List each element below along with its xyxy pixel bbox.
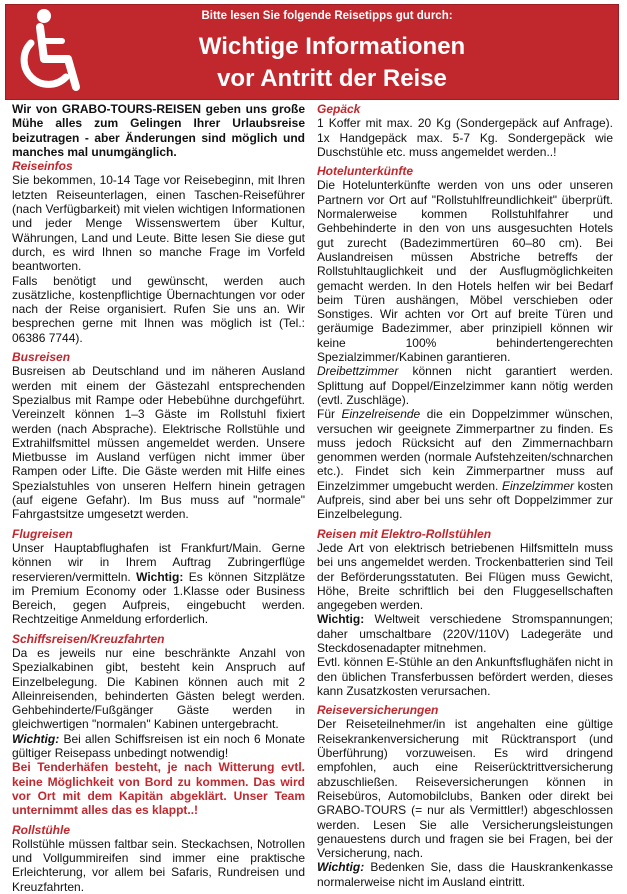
heading-rollstuehle: Rollstühle — [12, 822, 71, 837]
heading-elektro: Reisen mit Elektro-Rollstühlen — [317, 526, 492, 541]
versicherungen-text-2b: Bedenken Sie, dass die Hauskrankenkasse normalerweise nicht im Ausland eintritt. — [317, 860, 613, 889]
elektro-paragraph-1: Jede Art von elektrisch betriebenen Hilfsmitteln muss bei uns angemeldet werden. Trockenbatterien sind Teil der Beförderungsstatuten. Bei Flügen muss Gewicht, Höhe, Breite schriftlich bei den Fluggesellschaften angegeben werden. — [317, 540, 613, 613]
reiseinfos-paragraph-1: Sie bekommen, 10-14 Tage vor Reisebeginn, mit Ihren letzten Reiseunterlagen, einen Taschen-Reiseführer (nach Verfügbarkeit) mit vielen wichtigen Informationen und jeder Menge Wissenswertem über Kultur, Währungen, Land und Leute. Bitte lesen Sie diese gut durch, es wird Ihnen so manche Frage im Vorfeld beantworten. — [12, 173, 305, 274]
hotel-text-3e: kosten Aufpreis, sind aber bei uns sehr oft Doppelzimmer zur Einzelbelegung. — [317, 478, 613, 522]
busreisen-text-a: Busreisen ab Deutschland und im näheren Ausland werden mit einem der Gästezahl entsprechenden Spezialbus mit Rampe oder Hebebühne durchgeführt. Vereinzelt können 1–3 Gäste im Rollstuhl fixiert werden (nach Absprache). Elektrische Rollstühle und Extrahilfsmittel müssen angemeldet werden. Unsere Mietbusse im Ausland verfügen nicht immer über Rampen oder Lifte. Die Gäste werden mit Hilfe eines Spezialstuhles von unseren Helfern hinein getragen (auf eigene Gefahr). Im Bus muss auf — [12, 364, 305, 508]
hotel-text-3c: die ein Doppelzimmer wünschen, versuchen wir geeignete Zimmerpartner zu finden. Es muss jedoch Rücksicht auf den Zimmernachbarn genommen werden (normale Aufstehzeiten/schnarchen etc.). Findet sich kein Zimmerpartner muss auf Einzelzimmer umgebucht werden. — [317, 407, 613, 493]
title-line-2: vor Antritt der Reise — [217, 65, 447, 92]
reiseinfos-paragraph-2: Falls benötigt und gewünscht, werden auch zusätzliche, kostenpflichtige Übernachtungen vor oder nach der Reise organisiert. Rufen Sie uns an. Wir besprechen gerne mit Ihnen was möglich ist (Tel.: 06386 7744). — [12, 273, 305, 345]
busreisen-paragraph — [12, 364, 305, 521]
right-column — [317, 102, 613, 889]
heading-gepaeck: Gepäck — [317, 102, 361, 116]
page-title — [6, 31, 618, 95]
heading-flugreisen: Flugreisen — [12, 526, 73, 541]
schiffsreisen-warning: Bei Tenderhäfen besteht, je nach Witterung evtl. keine Möglichkeit von Bord zu kommen. Das wird vor Ort mit dem Kapitän abgeklärt. Unser Team unternimmt alles das es klappt..! — [12, 760, 305, 818]
schiffsreisen-wichtig: Wichtig: — [12, 731, 60, 746]
busreisen-text-c: Fahrgastsitze umgesetzt werden. — [12, 507, 189, 522]
intro-text: Wir von GRABO-TOURS-REISEN geben uns große Mühe alles zum Gelingen Ihrer Urlaubsreise beizutragen - aber Änderungen sind möglich und manches mal unumgänglich. — [12, 102, 305, 159]
hotel-text-2b: können nicht garantiert werden. Splittung auf Doppel/Einzelzimmer kann nötig werden (evtl. Zuschläge). — [317, 364, 613, 407]
elektro-wichtig: Wichtig: — [317, 612, 365, 627]
title-line-1: Wichtige Informationen — [198, 33, 466, 60]
flugreisen-text-a: Unser Hauptabflughafen ist Frankfurt/Main. Gerne können wir in Ihrem Auftrag Zubringerflüge reservieren/vermitteln. — [12, 540, 305, 584]
heading-hotel: Hotelunterkünfte — [317, 164, 413, 179]
heading-schiffsreisen: Schiffsreisen/Kreuzfahrten — [12, 631, 165, 646]
header-banner — [5, 4, 619, 100]
hotel-dreibettzimmer: Dreibettzimmer — [317, 364, 399, 379]
busreisen-text-b: "normale" — [253, 493, 305, 508]
elektro-paragraph-2 — [317, 612, 613, 655]
hotel-einzelreisende: Einzelreisende — [341, 407, 421, 422]
versicherungen-wichtig: Wichtig: — [317, 860, 365, 875]
heading-busreisen: Busreisen — [12, 350, 71, 365]
flugreisen-text-c: Es können Sitzplätze im Premium Economy oder 1.Klasse oder Business Bereich, gegen Aufpreis, eingebucht werden. Rechtzeitige Anmeldung erforderlich. — [12, 569, 305, 627]
left-column — [12, 102, 305, 894]
elektro-paragraph-3: Evtl. können E-Stühle an den Ankunftsflughäfen nicht in den üblichen Transferbussen befördert werden, dieses kann Zusatzkosten verursachen. — [317, 655, 613, 698]
gepaeck-paragraph: 1 Koffer mit max. 20 Kg (Sondergepäck auf Anfrage). 1x Handgepäck max. 5-7 Kg. Sondergepäck wie Duschstühle etc. muss angemeldet werden..! — [317, 116, 613, 159]
schiffsreisen-paragraph-1: Da es jeweils nur eine beschränkte Anzahl von Spezialkabinen gibt, besteht kein Anspruch auf Einzelbelegung. Die Kabinen können auch mit 2 Alleinreisenden, behinderten Gästen belegt werden. Gehbehinderte/Fußgänger Gäste werden in gleichwertigen "normalen" Kabinen untergebracht. — [12, 645, 305, 732]
heading-versicherungen: Reiseversicherungen — [317, 703, 439, 718]
elektro-text-2b: Weltweit verschiedene Stromspannungen; daher umschaltbare (220V/110V) Ladegeräte und Steckdosenadapter mitnehmen. — [317, 612, 613, 655]
rollstuehle-paragraph: Rollstühle müssen faltbar sein. Steckachsen, Notrollen und Vollgummireifen sind immer eine praktische Erleichterung, vor allem bei Safaris, Rundreisen und Kreuzfahrten. — [12, 836, 305, 894]
heading-reiseinfos: Reiseinfos — [12, 159, 73, 174]
hotel-text-3a: Für — [317, 407, 342, 422]
hotel-paragraph-1: Die Hotelunterkünfte werden von uns oder unseren Partnern vor Ort auf "Rollstuhlfreundlichkeit" überprüft. Normalerweise kommen Rollstuhlfahrer und Gehbehinderte in den von uns ausgesuchten Hotels gut zurecht (Badezimmertüren 60–80 cm). Bei Auslandreisen müssen Abstriche betreffs der Rollstuhltauglichkeit und der Ausflugmöglichkeiten gemacht werden. In den Hotels helfen wir bei Bedarf beim Türen aushängen, Möbel verschieben oder Sonstiges. Wir achten vor Ort auf breite Türen und geräumige Badezimmer, aber prinzipiell können wir keine 100% behindertengerechten Spezialzimmer/Kabinen garantieren. — [317, 178, 613, 365]
flugreisen-wichtig: Wichtig: — [136, 569, 184, 584]
hotel-paragraph-3 — [317, 407, 613, 521]
hotel-einzelzimmer: Einzelzimmer — [501, 478, 574, 493]
hotel-paragraph-2 — [317, 364, 613, 407]
flugreisen-paragraph — [12, 541, 305, 627]
versicherungen-paragraph-2 — [317, 860, 613, 889]
header-pre-title: Bitte lesen Sie folgende Reisetipps gut durch: — [201, 10, 453, 22]
versicherungen-paragraph-1: Der Reiseteilnehmer/in ist angehalten eine gültige Reisekrankenversicherung mit Rücktransport (und Überführung) vorzuweisen. Es wird dringend empfohlen, auch eine Reiserücktrittversicherung abzuschließen. Reiseversicherungen können in Reisebüros, Automobilclubs, Banken oder direkt bei GRABO-TOURS (= nur als Vermittler!) abgeschlossen werden. Lesen Sie alle Versicherungsleistungen genauestens durch und fragen sie bei Fragen, bei der Versicherung, nach. — [317, 717, 613, 861]
schiffsreisen-paragraph-2 — [12, 732, 305, 761]
schiffsreisen-text-b: Bei allen Schiffsreisen ist ein noch 6 Monate gültiger Reisepass unbedingt notwendig! — [12, 731, 305, 761]
